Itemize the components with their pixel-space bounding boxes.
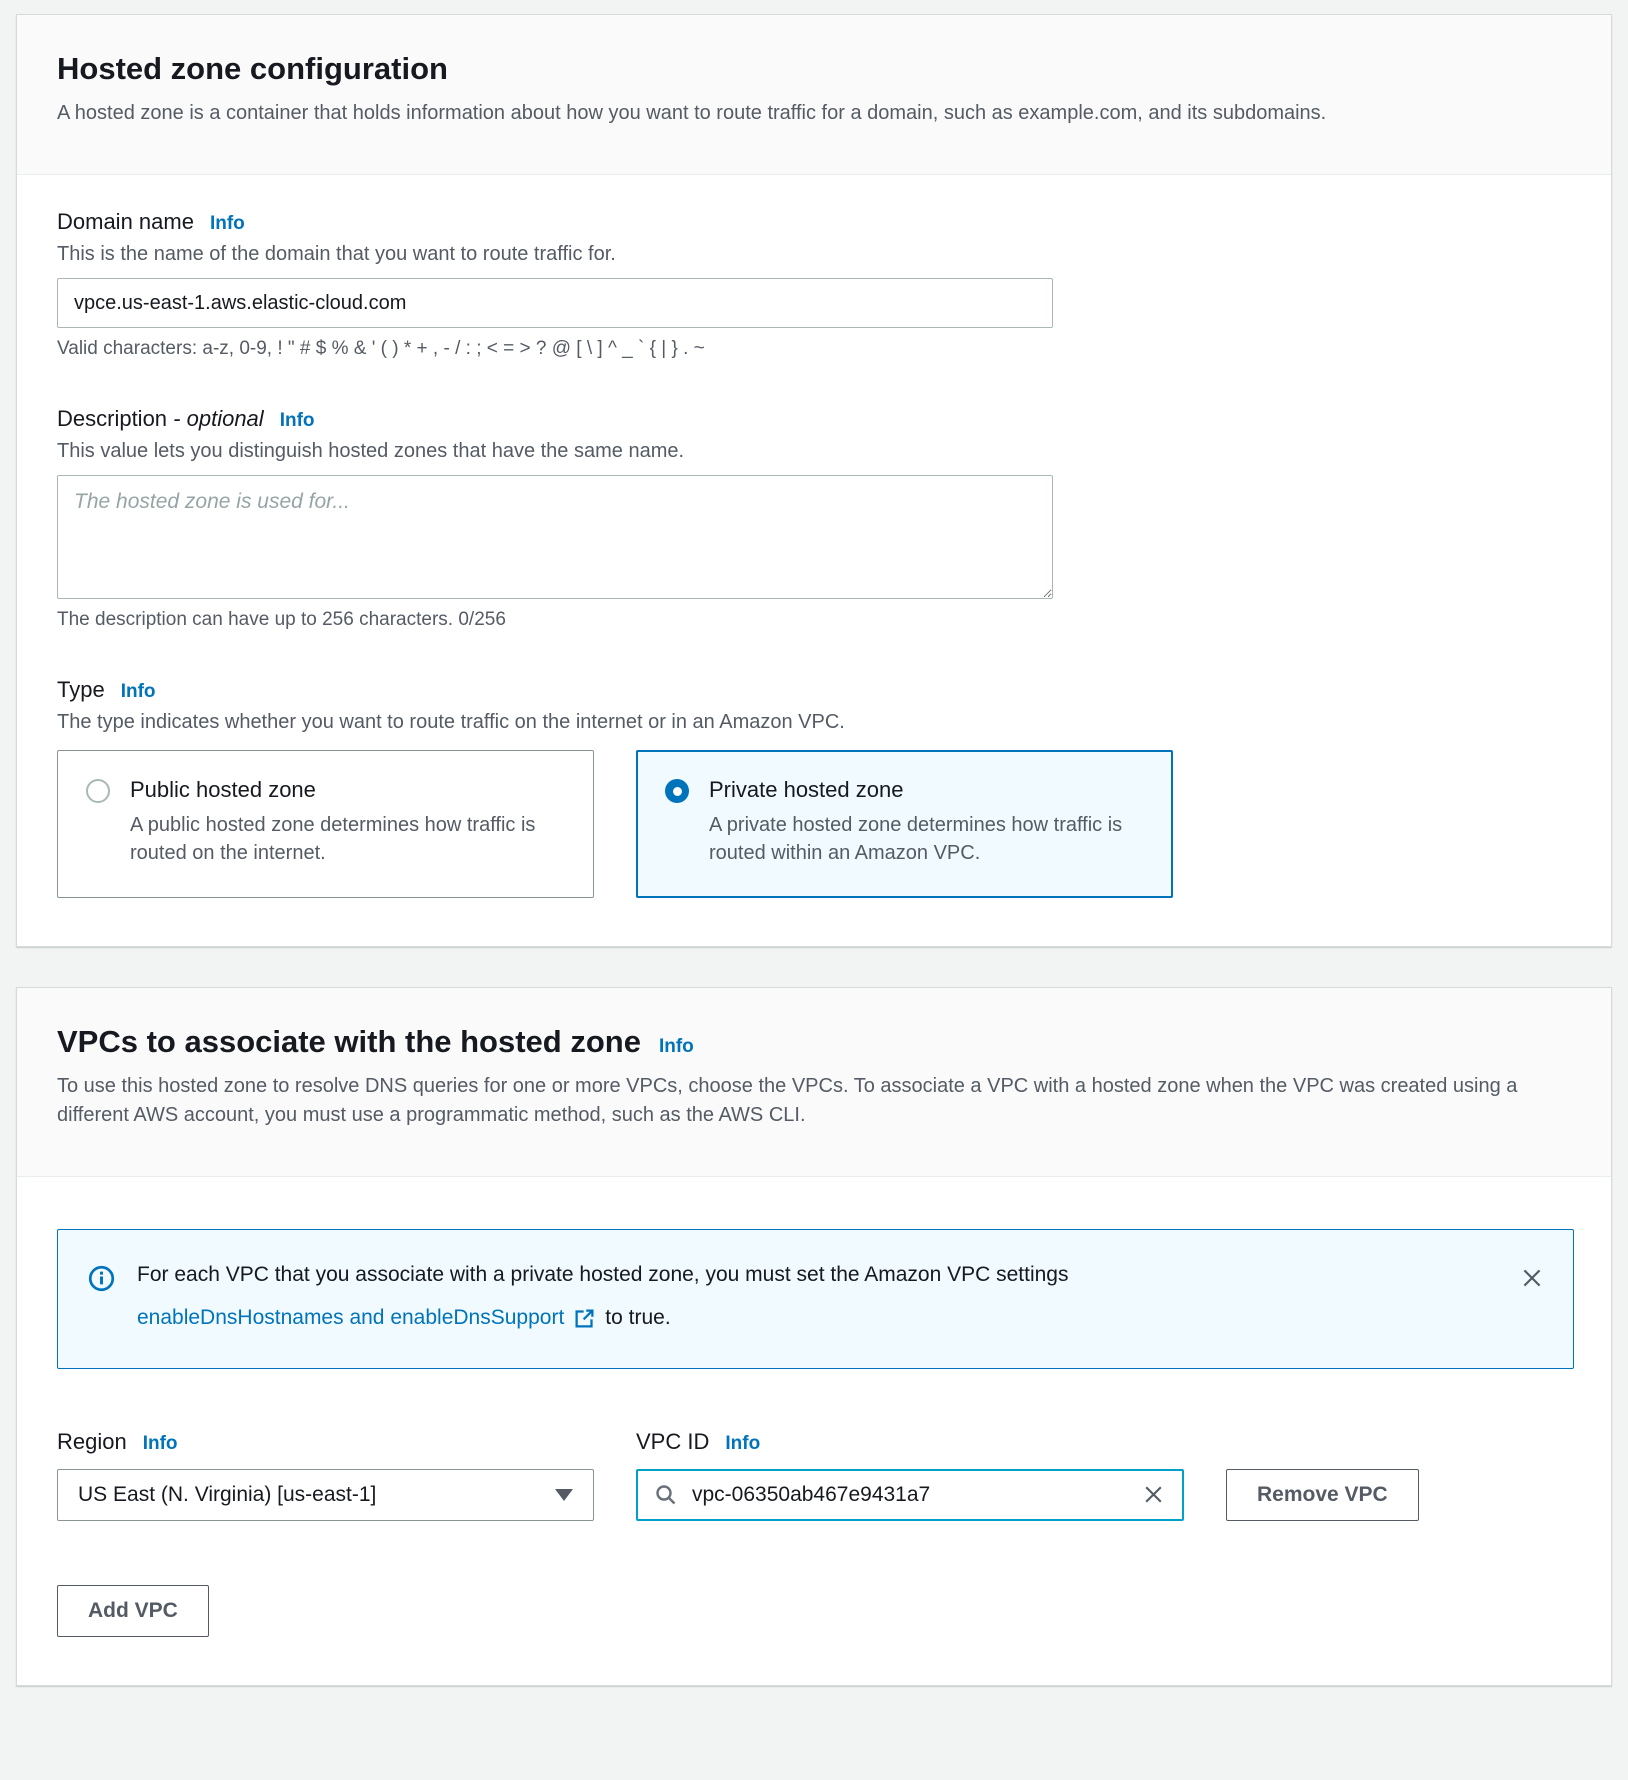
vpcs-card-body — [17, 1177, 1611, 1685]
region-column — [57, 1429, 594, 1521]
chevron-down-icon — [555, 1489, 573, 1501]
region-label: Region — [57, 1428, 127, 1454]
vpcs-card-title: VPCs to associate with the hosted zone — [57, 1024, 641, 1059]
region-info-link[interactable]: Info — [142, 1432, 178, 1454]
private-hosted-zone-description: A private hosted zone determines how traffic is routed within an Amazon VPC. — [709, 814, 1123, 864]
description-textarea[interactable] — [57, 475, 1053, 599]
remove-vpc-wrap — [1226, 1469, 1419, 1521]
search-icon — [654, 1483, 678, 1507]
region-select-value: US East (N. Virginia) [us-east-1] — [78, 1482, 377, 1506]
banner-close-icon[interactable] — [1517, 1263, 1547, 1296]
region-select[interactable] — [57, 1469, 594, 1521]
info-circle-icon — [88, 1265, 115, 1297]
vpcs-card-info-link[interactable]: Info — [658, 1036, 694, 1057]
hosted-zone-configuration-card — [16, 14, 1612, 947]
domain-name-label: Domain name — [57, 209, 194, 234]
radio-unchecked-icon — [86, 779, 110, 803]
external-link-icon[interactable] — [574, 1308, 595, 1329]
hosted-zone-card-description: A hosted zone is a container that holds information about how you want to route traffic for a domain, such as example.com, and its subdomains. — [57, 102, 1327, 124]
domain-name-input[interactable] — [57, 278, 1053, 328]
vpc-id-column — [636, 1429, 1184, 1521]
vpcs-card-header — [17, 988, 1611, 1177]
public-hosted-zone-title: Public hosted zone — [130, 777, 316, 802]
domain-name-constraint: Valid characters: a-z, 0-9, ! " # $ % & ' ( ) * + , - / : ; < = > ? @ [ \ ] ^ _ ` { | } . ~ — [57, 338, 705, 359]
vpc-association-row — [57, 1429, 1571, 1521]
type-label: Type — [57, 677, 105, 702]
clear-input-icon[interactable] — [1139, 1480, 1168, 1509]
vpc-id-search-field — [636, 1469, 1184, 1521]
description-optional-label: - optional — [173, 406, 264, 431]
remove-vpc-button[interactable]: Remove VPC — [1226, 1469, 1419, 1521]
hosted-zone-card-title: Hosted zone configuration — [57, 51, 448, 86]
radio-checked-icon — [665, 779, 689, 803]
banner-text — [137, 1260, 1495, 1334]
description-label: Description - optional — [57, 406, 264, 431]
vpc-id-label: VPC ID — [636, 1428, 710, 1454]
domain-name-info-link[interactable]: Info — [209, 213, 245, 234]
type-field-group — [57, 677, 1571, 898]
hosted-zone-card-body — [17, 175, 1611, 946]
banner-line-1: For each VPC that you associate with a private hosted zone, you must set the Amazon VPC settings — [137, 1263, 1069, 1286]
description-constraint: The description can have up to 256 characters. 0/256 — [57, 609, 506, 630]
public-hosted-zone-description: A public hosted zone determines how traffic is routed on the internet. — [130, 814, 536, 864]
banner-text-after-link: to true. — [605, 1306, 671, 1330]
type-info-link[interactable]: Info — [120, 681, 156, 702]
hosted-zone-card-header — [17, 15, 1611, 175]
private-hosted-zone-title: Private hosted zone — [709, 777, 904, 802]
add-vpc-button[interactable]: Add VPC — [57, 1585, 209, 1637]
domain-name-helper: This is the name of the domain that you want to route traffic for. — [57, 243, 616, 265]
description-info-link[interactable]: Info — [279, 410, 315, 431]
description-helper: This value lets you distinguish hosted zones that have the same name. — [57, 440, 685, 462]
private-hosted-zone-option[interactable] — [636, 750, 1173, 898]
type-helper: The type indicates whether you want to route traffic on the internet or in an Amazon VPC. — [57, 711, 845, 733]
page — [0, 14, 1628, 1780]
vpcs-associate-card — [16, 987, 1612, 1686]
domain-name-field-group — [57, 209, 1571, 360]
banner-line-2 — [137, 1303, 1495, 1333]
type-options — [57, 750, 1571, 898]
description-field-group — [57, 406, 1571, 631]
vpcs-card-description: To use this hosted zone to resolve DNS queries for one or more VPCs, choose the VPCs. To associate a VPC with a hosted zone when the VPC was created using a different AWS account, you must use a programmatic method, such as the AWS CLI. — [57, 1075, 1518, 1126]
vpc-id-info-link[interactable]: Info — [725, 1432, 761, 1454]
enable-dns-settings-link[interactable]: enableDnsHostnames and enableDnsSupport — [137, 1306, 565, 1330]
public-hosted-zone-option[interactable] — [57, 750, 594, 898]
vpc-id-input[interactable] — [690, 1482, 1127, 1508]
vpc-settings-info-banner — [57, 1229, 1574, 1369]
